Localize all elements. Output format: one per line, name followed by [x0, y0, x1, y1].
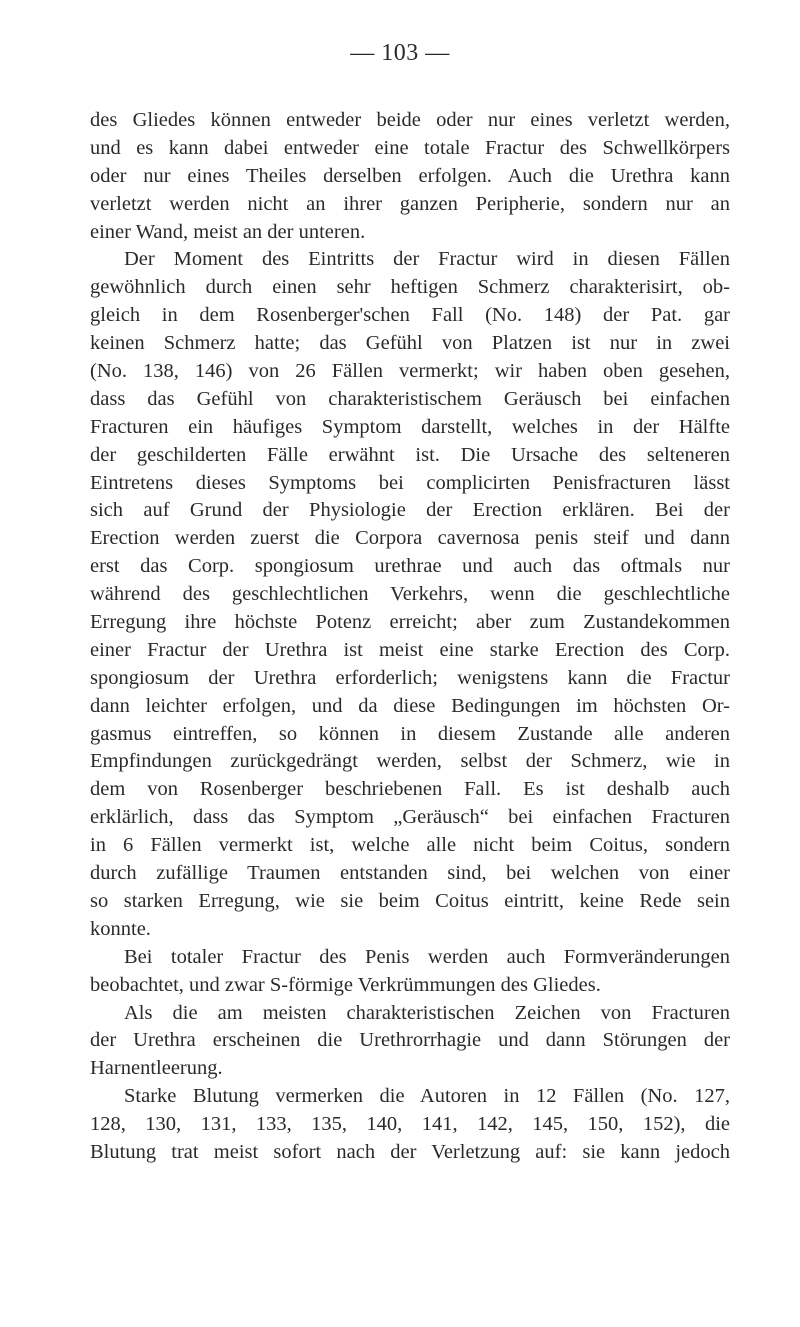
text-line: dann leichter erfolgen, und da diese Bedingungen im höchsten Or-: [90, 694, 730, 717]
text-line: oder nur eines Theiles derselben erfolgen. Auch die Urethra kann: [90, 164, 730, 187]
text-line: Eintretens dieses Symptoms bei complicirten Penisfracturen lässt: [90, 471, 730, 494]
text-line: einer Wand, meist an der unteren.: [90, 220, 366, 243]
text-line: keinen Schmerz hatte; das Gefühl von Platzen ist nur in zwei: [90, 332, 730, 355]
text-line: während des geschlechtlichen Verkehrs, wenn die geschlechtliche: [90, 583, 730, 606]
text-line: gewöhnlich durch einen sehr heftigen Schmerz charakterisirt, ob-: [90, 276, 730, 299]
text-line: 128, 130, 131, 133, 135, 140, 141, 142, 145, 150, 152), die: [90, 1113, 730, 1136]
text-line: konnte.: [90, 917, 151, 940]
text-line: des Gliedes können entweder beide oder nur eines verletzt werden,: [90, 109, 730, 131]
text-line: Erregung ihre höchste Potenz erreicht; aber zum Zustandekommen: [90, 611, 730, 634]
text-line: erst das Corp. spongiosum urethrae und auch das oftmals nur: [90, 555, 730, 578]
text-line: (No. 138, 146) von 26 Fällen vermerkt; wir haben oben gesehen,: [90, 360, 730, 383]
text-line: der Urethra erscheinen die Urethrorrhagie und dann Störungen der: [90, 1029, 730, 1052]
text-line: Empfindungen zurückgedrängt werden, selbst der Schmerz, wie in: [90, 750, 730, 773]
text-line: verletzt werden nicht an ihrer ganzen Peripherie, sondern nur an: [90, 192, 730, 215]
text-line: spongiosum der Urethra erforderlich; wenigstens kann die Fractur: [90, 666, 730, 689]
text-line: erklärlich, dass das Symptom „Geräusch“ bei einfachen Fracturen: [90, 806, 730, 829]
text-line: Harnentleerung.: [90, 1057, 223, 1080]
text-line: gasmus eintreffen, so können in diesem Zustande alle anderen: [90, 722, 730, 745]
page-number: — 103 —: [350, 40, 450, 66]
text-line: einer Fractur der Urethra ist meist eine starke Erection des Corp.: [90, 638, 730, 661]
text-line: Fracturen ein häufiges Symptom darstellt, welches in der Hälfte: [90, 415, 730, 438]
text-line: Bei totaler Fractur des Penis werden auch Formveränderungen: [124, 945, 730, 968]
text-line: dass das Gefühl von charakteristischem Geräusch bei einfachen: [90, 387, 730, 410]
text-line: Der Moment des Eintritts der Fractur wird in diesen Fällen: [124, 248, 730, 271]
text-line: Starke Blutung vermerken die Autoren in 12 Fällen (No. 127,: [124, 1085, 730, 1108]
text-line: beobachtet, und zwar S-förmige Verkrümmungen des Gliedes.: [90, 973, 601, 996]
text-line: in 6 Fällen vermerkt ist, welche alle nicht beim Coitus, sondern: [90, 834, 730, 857]
text-line: so starken Erregung, wie sie beim Coitus eintritt, keine Rede sein: [90, 889, 730, 912]
text-line: dem von Rosenberger beschriebenen Fall. Es ist deshalb auch: [90, 778, 730, 801]
text-line: und es kann dabei entweder eine totale Fractur des Schwellkörpers: [90, 136, 730, 159]
body-text: [90, 107, 730, 1167]
text-line: gleich in dem Rosenberger'schen Fall (No. 148) der Pat. gar: [90, 304, 730, 327]
text-line: sich auf Grund der Physiologie der Erection erklären. Bei der: [90, 499, 730, 522]
text-line: Erection werden zuerst die Corpora cavernosa penis steif und dann: [90, 527, 730, 550]
text-line: Blutung trat meist sofort nach der Verletzung auf: sie kann jedoch: [90, 1140, 730, 1163]
text-line: durch zufällige Traumen entstanden sind, bei welchen von einer: [90, 862, 730, 885]
text-line: Als die am meisten charakteristischen Zeichen von Fracturen: [124, 1001, 730, 1024]
text-line: der geschilderten Fälle erwähnt ist. Die Ursache des selteneren: [90, 443, 730, 466]
